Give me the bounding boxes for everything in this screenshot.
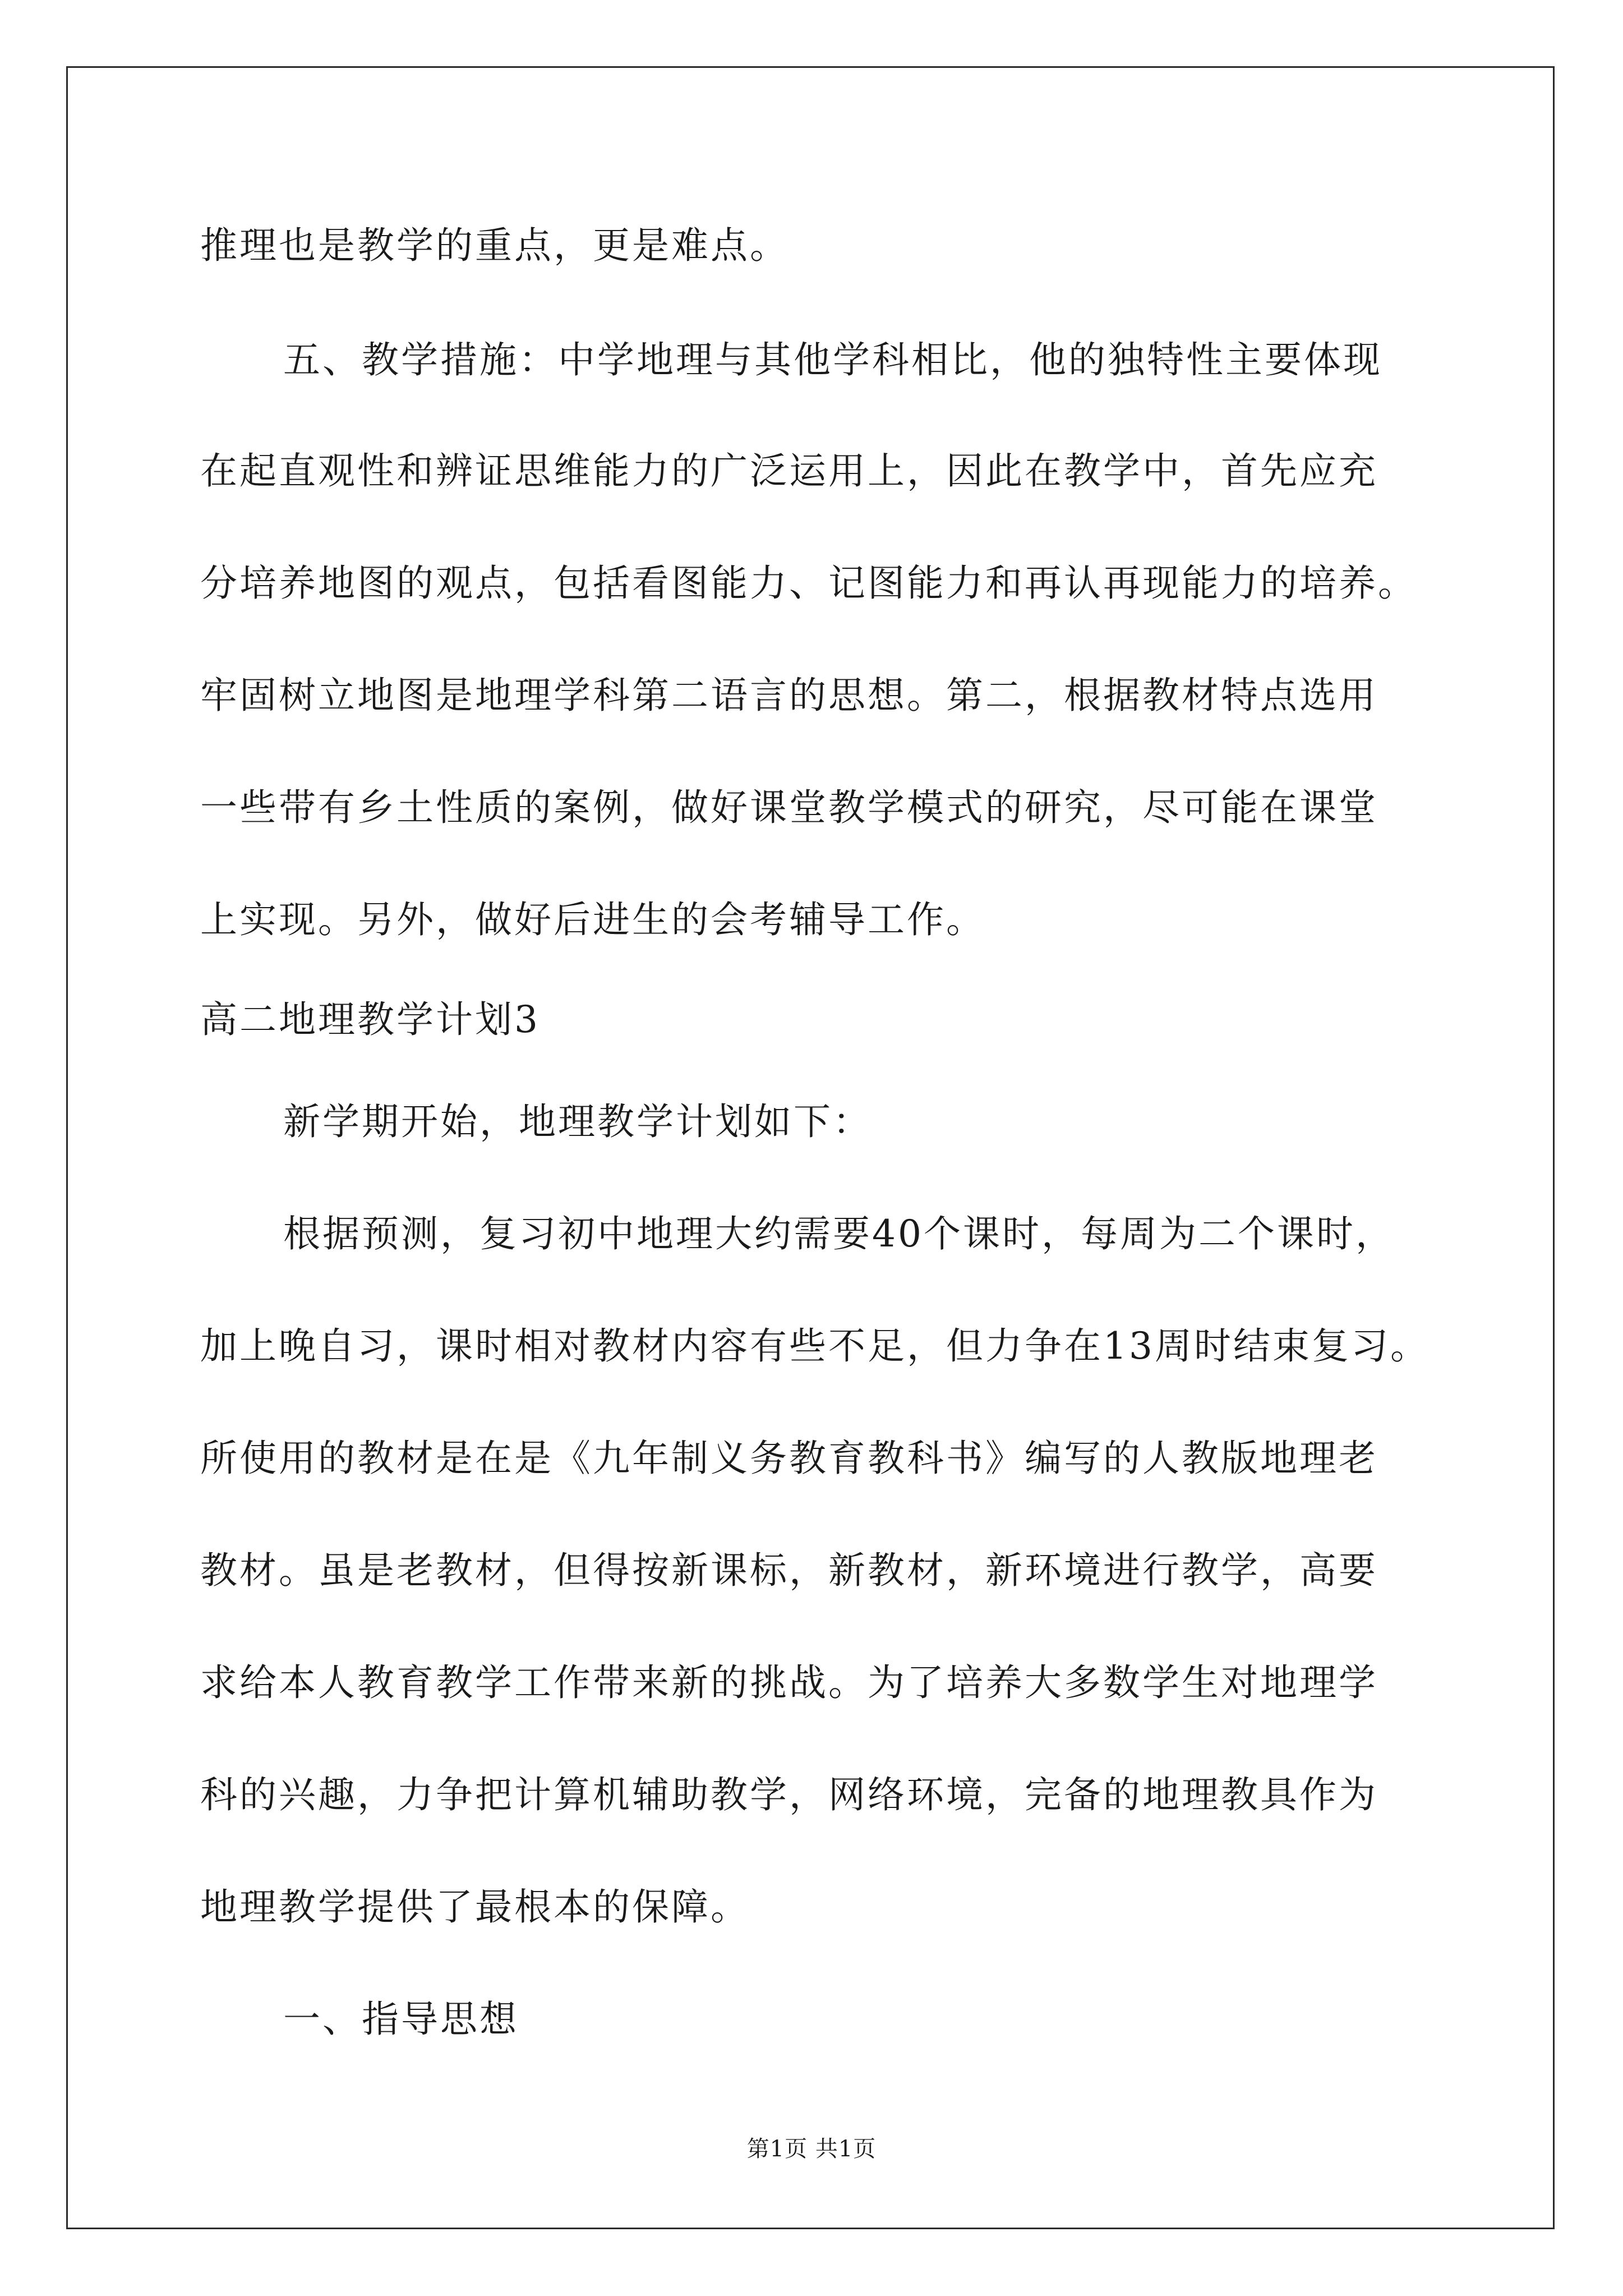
text-line: 加上晚自习，课时相对教材内容有些不足，但力争在13周时结束复习。 xyxy=(200,1324,1430,1368)
text-line: 在起直观性和辨证思维能力的广泛运用上，因此在教学中，首先应充 xyxy=(200,449,1378,493)
text-line: 科的兴趣，力争把计算机辅助教学，网络环境，完备的地理教具作为 xyxy=(200,1773,1378,1816)
section-subheading: 一、指导思想 xyxy=(283,1998,519,2041)
text-line: 所使用的教材是在是《九年制义务教育教科书》编写的人教版地理老 xyxy=(200,1437,1378,1480)
text-line: 求给本人教育教学工作带来新的挑战。为了培养大多数学生对地理学 xyxy=(200,1661,1378,1704)
text-line: 教材。虽是老教材，但得按新课标，新教材，新环境进行教学，高要 xyxy=(200,1549,1378,1592)
text-line: 新学期开始，地理教学计划如下： xyxy=(283,1100,872,1143)
text-line: 根据预测，复习初中地理大约需要40个课时，每周为二个课时， xyxy=(283,1212,1395,1255)
text-line: 牢固树立地图是地理学科第二语言的思想。第二，根据教材特点选用 xyxy=(200,674,1378,717)
text-line: 地理教学提供了最根本的保障。 xyxy=(200,1885,750,1929)
page-number-footer: 第1页 共1页 xyxy=(746,2136,877,2162)
text-line: 上实现。另外，做好后进生的会考辅导工作。 xyxy=(200,898,985,941)
section-heading: 高二地理教学计划3 xyxy=(200,998,540,1041)
text-line: 五、教学措施：中学地理与其他学科相比，他的独特性主要体现 xyxy=(283,338,1382,381)
text-line: 推理也是教学的重点，更是难点。 xyxy=(200,224,789,267)
text-line: 分培养地图的观点，包括看图能力、记图能力和再认再现能力的培养。 xyxy=(200,562,1417,605)
text-line: 一些带有乡土性质的案例，做好课堂教学模式的研究，尽可能在课堂 xyxy=(200,786,1378,829)
